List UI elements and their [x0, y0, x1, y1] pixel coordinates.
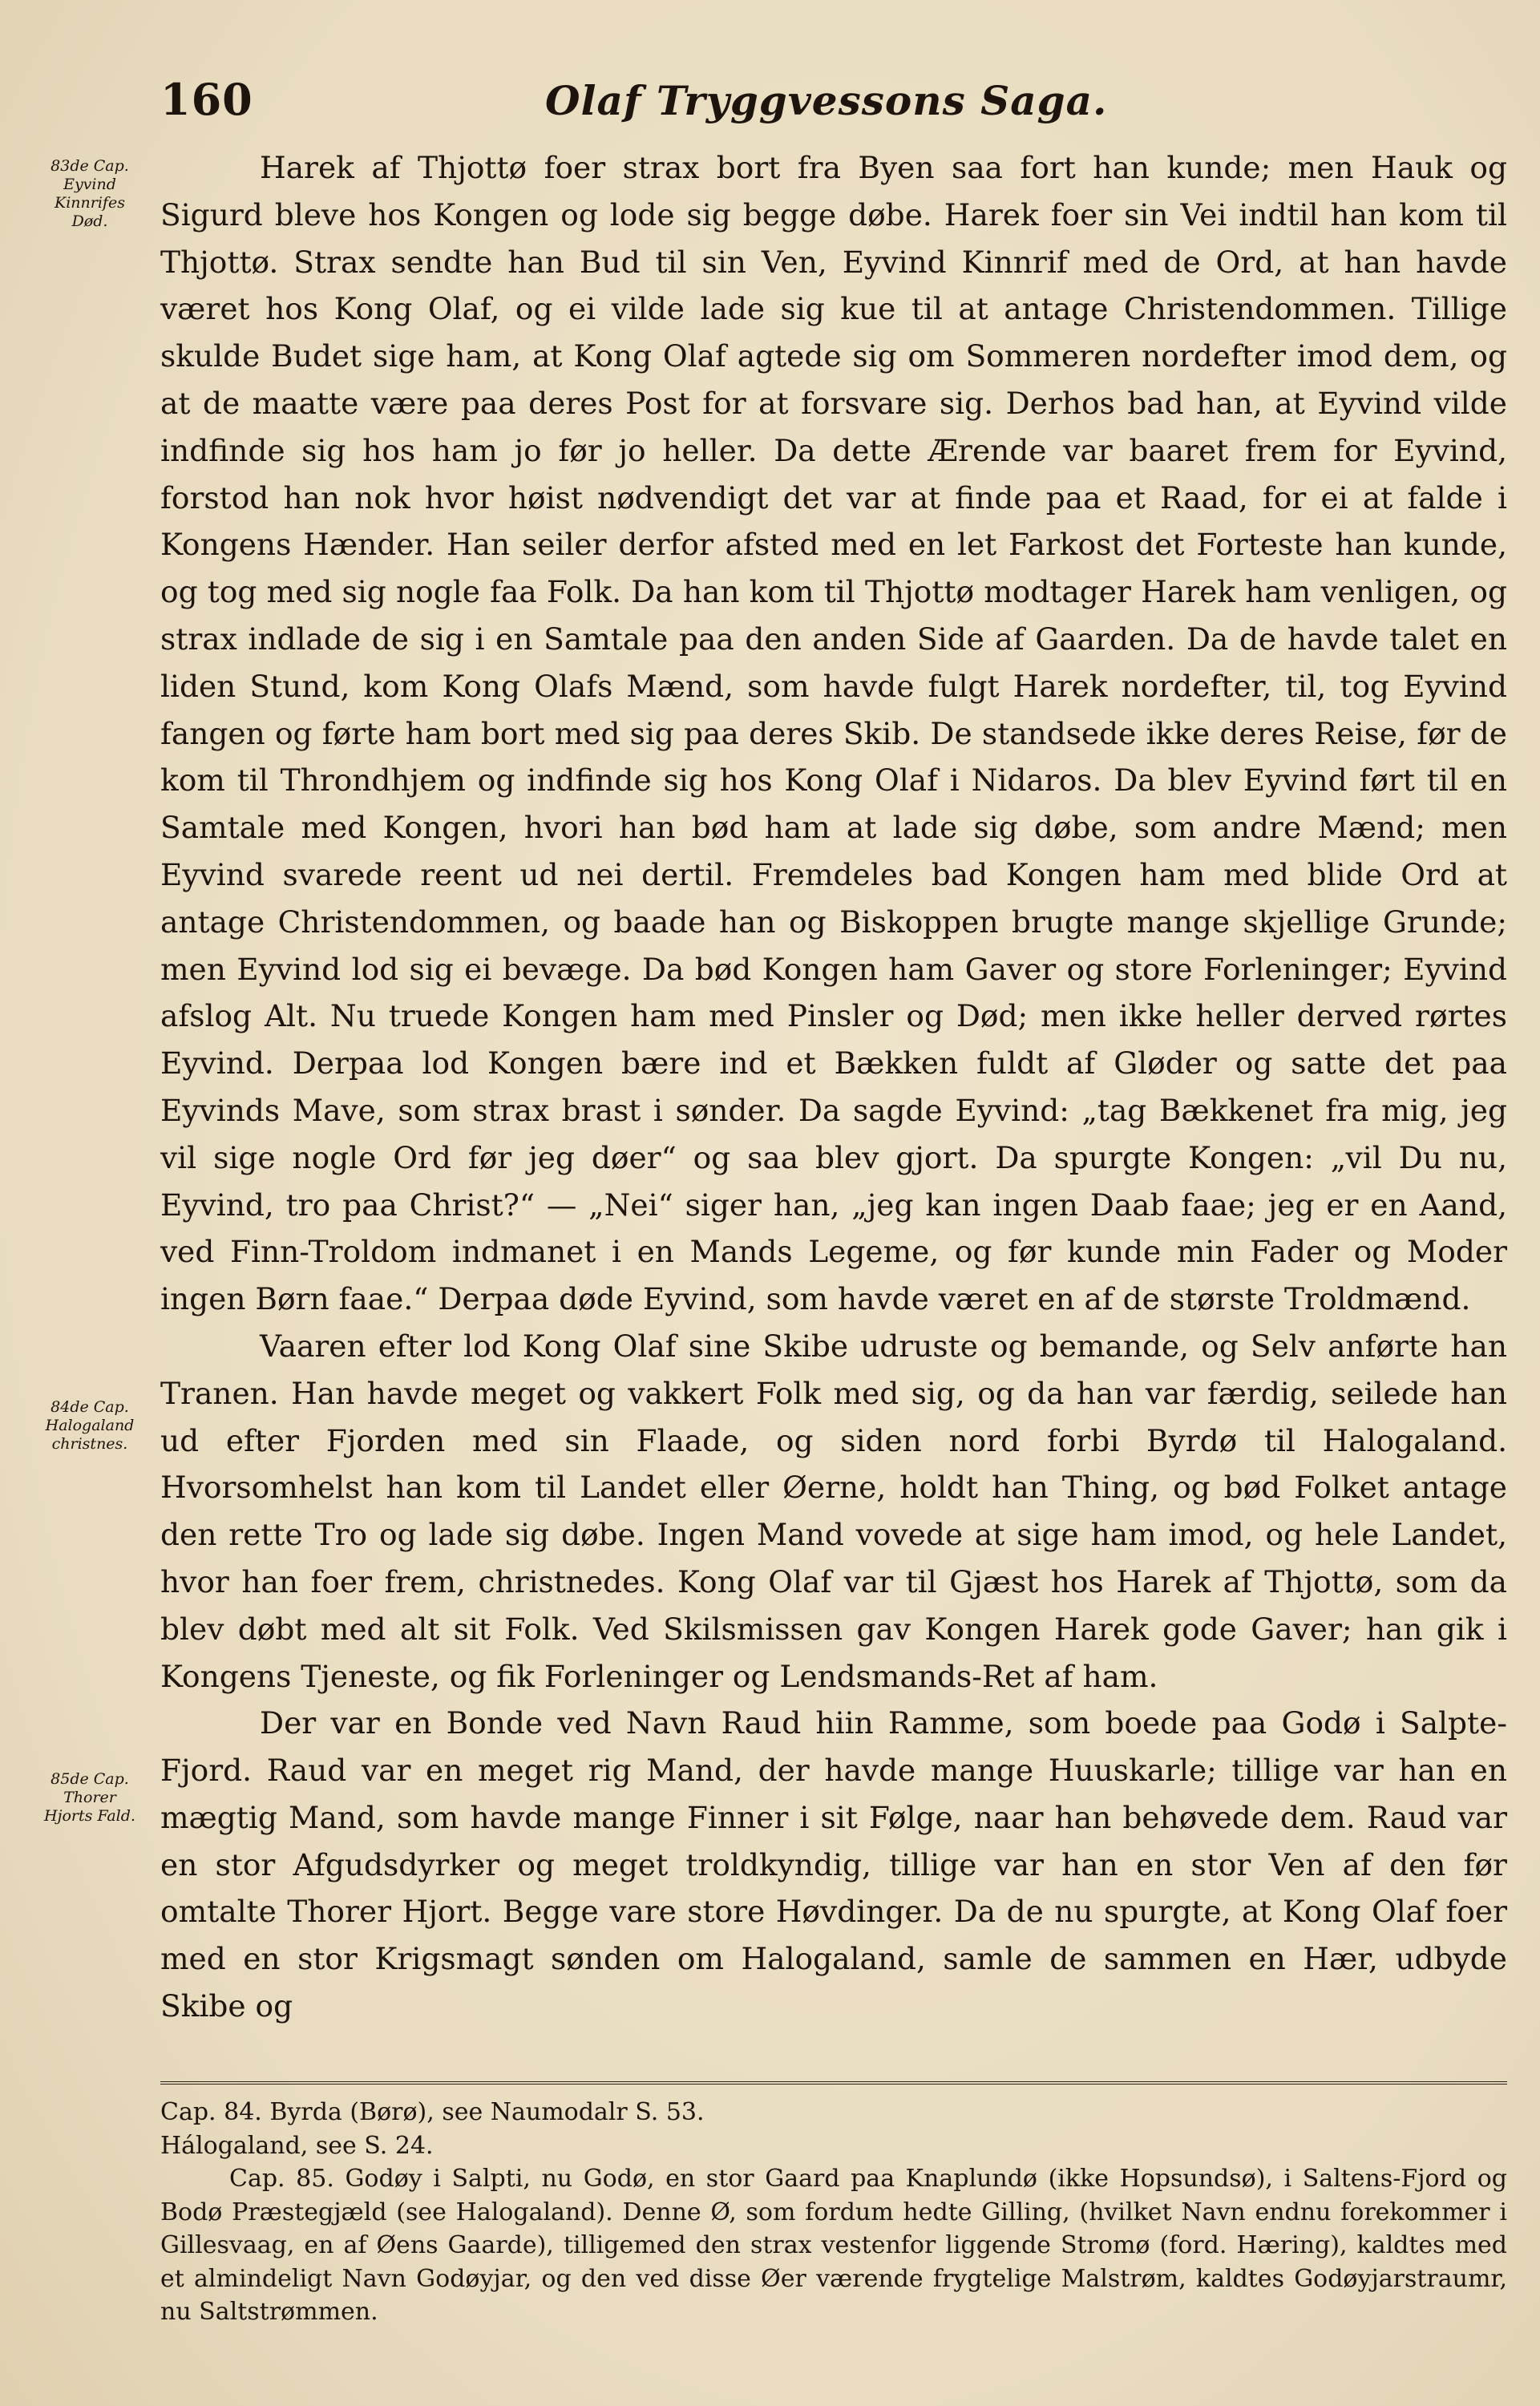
margin-note-line: Kinnrifes [55, 194, 125, 212]
footnotes [160, 2081, 1507, 2329]
margin-note-line: 83de Cap. [51, 157, 129, 175]
page-header [160, 74, 1507, 138]
margin-note-line: Halogaland [45, 1417, 135, 1434]
margin-note-84 [18, 1398, 162, 1454]
page-number: 160 [160, 74, 253, 125]
paragraph-chapter-83: Harek af Thjottø foer strax bort fra Byen saa fort han kunde; men Hauk og Sigurd bleve hos Kongen og lode sig begge døbe. Harek foer sin Vei indtil han kom til Thjottø. Strax sendte han Bud til sin Ven, Eyvind Kinnrif med de Ord, at han havde været hos Kong Olaf, og ei vilde lade sig kue til at antage Christendommen. Tillige skulde Budet sige ham, at Kong Olaf agtede sig om Sommeren nordefter imod dem, og at de maatte være paa deres Post for at forsvare sig. Derhos bad han, at Eyvind vilde indfinde sig hos ham jo før jo heller. Da dette Ærende var baaret frem for Eyvind, forstod han nok hvor høist nødvendigt det var at finde paa et Raad, for ei at falde i Kongens Hænder. Han seiler derfor afsted med en let Farkost det Forteste han kunde, og tog med sig nogle faa Folk. Da han kom til Thjottø modtager Harek ham venligen, og strax indlade de sig i en Samtale paa den anden Side af Gaarden. Da de havde talet en liden Stund, kom Kong Olafs Mænd, som havde fulgt Harek nordefter, til, tog Eyvind fangen og førte ham bort med sig paa deres Skib. De standsede ikke deres Reise, før de kom til Throndhjem og indfinde sig hos Kong Olaf i Nidaros. Da blev Eyvind ført til en Samtale med Kongen, hvori han bød ham at lade sig døbe, som andre Mænd; men Eyvind svarede reent ud nei dertil. Fremdeles bad Kongen ham med blide Ord at antage Christendommen, og baade han og Biskoppen brugte mange skjellige Grunde; men Eyvind lod sig ei bevæge. Da bød Kongen ham Gaver og store Forleninger; Eyvind afslog Alt. Nu truede Kongen ham med Pinsler og Død; men ikke heller derved rørtes Eyvind. Derpaa lod Kongen bære ind et Bækken fuldt af Gløder og satte det paa Eyvinds Mave, som strax brast i sønder. Da sagde Eyvind: „tag Bækkenet fra mig, jeg vil sige nogle Ord før jeg døer“ og saa blev gjort. Da spurgte Kongen: „vil Du nu, Eyvind, tro paa Christ?“ — „Nei“ siger han, „jeg kan ingen Daab faae; jeg er en Aand, ved Finn-Troldom indmanet i en Mands Legeme, og før kunde min Fader og Moder ingen Børn faae.“ Derpaa døde Eyvind, som havde været en af de største Troldmænd. [160, 150, 1507, 1317]
margin-note-line: christnes. [51, 1435, 128, 1453]
footnote-cap-85: Cap. 85. Godøy i Salpti, nu Godø, en stor Gaard paa Knaplundø (ikke Hopsundsø), i Saltens-Fjord og Bodø Præstegjæld (see Halogaland). Denne Ø, som fordum hedte Gilling, (hvilket Navn endnu forekommer i Gillesvaag, en af Øens Gaarde), tilligemed den strax vestenfor liggende Stromø (ford. Hæring), kaldtes med et almindeligt Navn Godøyjar, og den ved disse Øer værende frygtelige Malstrøm, kaldtes Godøyjarstraumr, nu Saltstrømmen. [160, 2165, 1507, 2326]
footnote-halogaland: Hálogaland, see S. 24. [160, 2131, 434, 2160]
paragraph-chapter-84: Vaaren efter lod Kong Olaf sine Skibe udruste og bemande, og Selv anførte han Tranen. Han havde meget og vakkert Folk med sig, og da han var færdig, seilede han ud efter Fjorden med sin Flaade, og siden nord forbi Byrdø til Halogaland. Hvorsomhelst han kom til Landet eller Øerne, holdt han Thing, og bød Folket antage den rette Tro og lade sig døbe. Ingen Mand vovede at sige ham imod, og hele Landet, hvor han foer frem, christnedes. Kong Olaf var til Gjæst hos Harek af Thjottø, som da blev døbt med alt sit Folk. Ved Skilsmissen gav Kongen Harek gode Gaver; han gik i Kongens Tjeneste, og fik Forleninger og Lendsmands-Ret af ham. [160, 1328, 1507, 1694]
paragraph-chapter-85: Der var en Bonde ved Navn Raud hiin Ramme, som boede paa Godø i Salpte-Fjord. Raud var en meget rig Mand, der havde mange Huuskarle; tillige var han en mægtig Mand, som havde mange Finner i sit Følge, naar han behøvede dem. Raud var en stor Afgudsdyrker og meget troldkyndig, tillige var han en stor Ven af den før omtalte Thorer Hjort. Begge vare store Høvdinger. Da de nu spurgte, at Kong Olaf foer med en stor Krigsmagt sønden om Halogaland, samle de sammen en Hær, udbyde Skibe og [160, 1705, 1507, 2024]
margin-note-85 [18, 1770, 162, 1826]
margin-note-line: 84de Cap. [51, 1398, 129, 1416]
main-text [160, 144, 1507, 2030]
margin-note-line: 85de Cap. [51, 1770, 129, 1788]
margin-note-line: Eyvind [63, 176, 116, 193]
footnote-cap-84: Cap. 84. Byrda (Børø), see Naumodalr S. 53. [160, 2098, 705, 2126]
running-title: Olaf Tryggvessons Saga. [545, 77, 1108, 124]
margin-note-line: Død. [71, 212, 108, 230]
margin-note-line: Hjorts Fald. [44, 1807, 135, 1825]
margin-note-83 [18, 157, 162, 231]
margin-note-line: Thorer [63, 1789, 116, 1806]
